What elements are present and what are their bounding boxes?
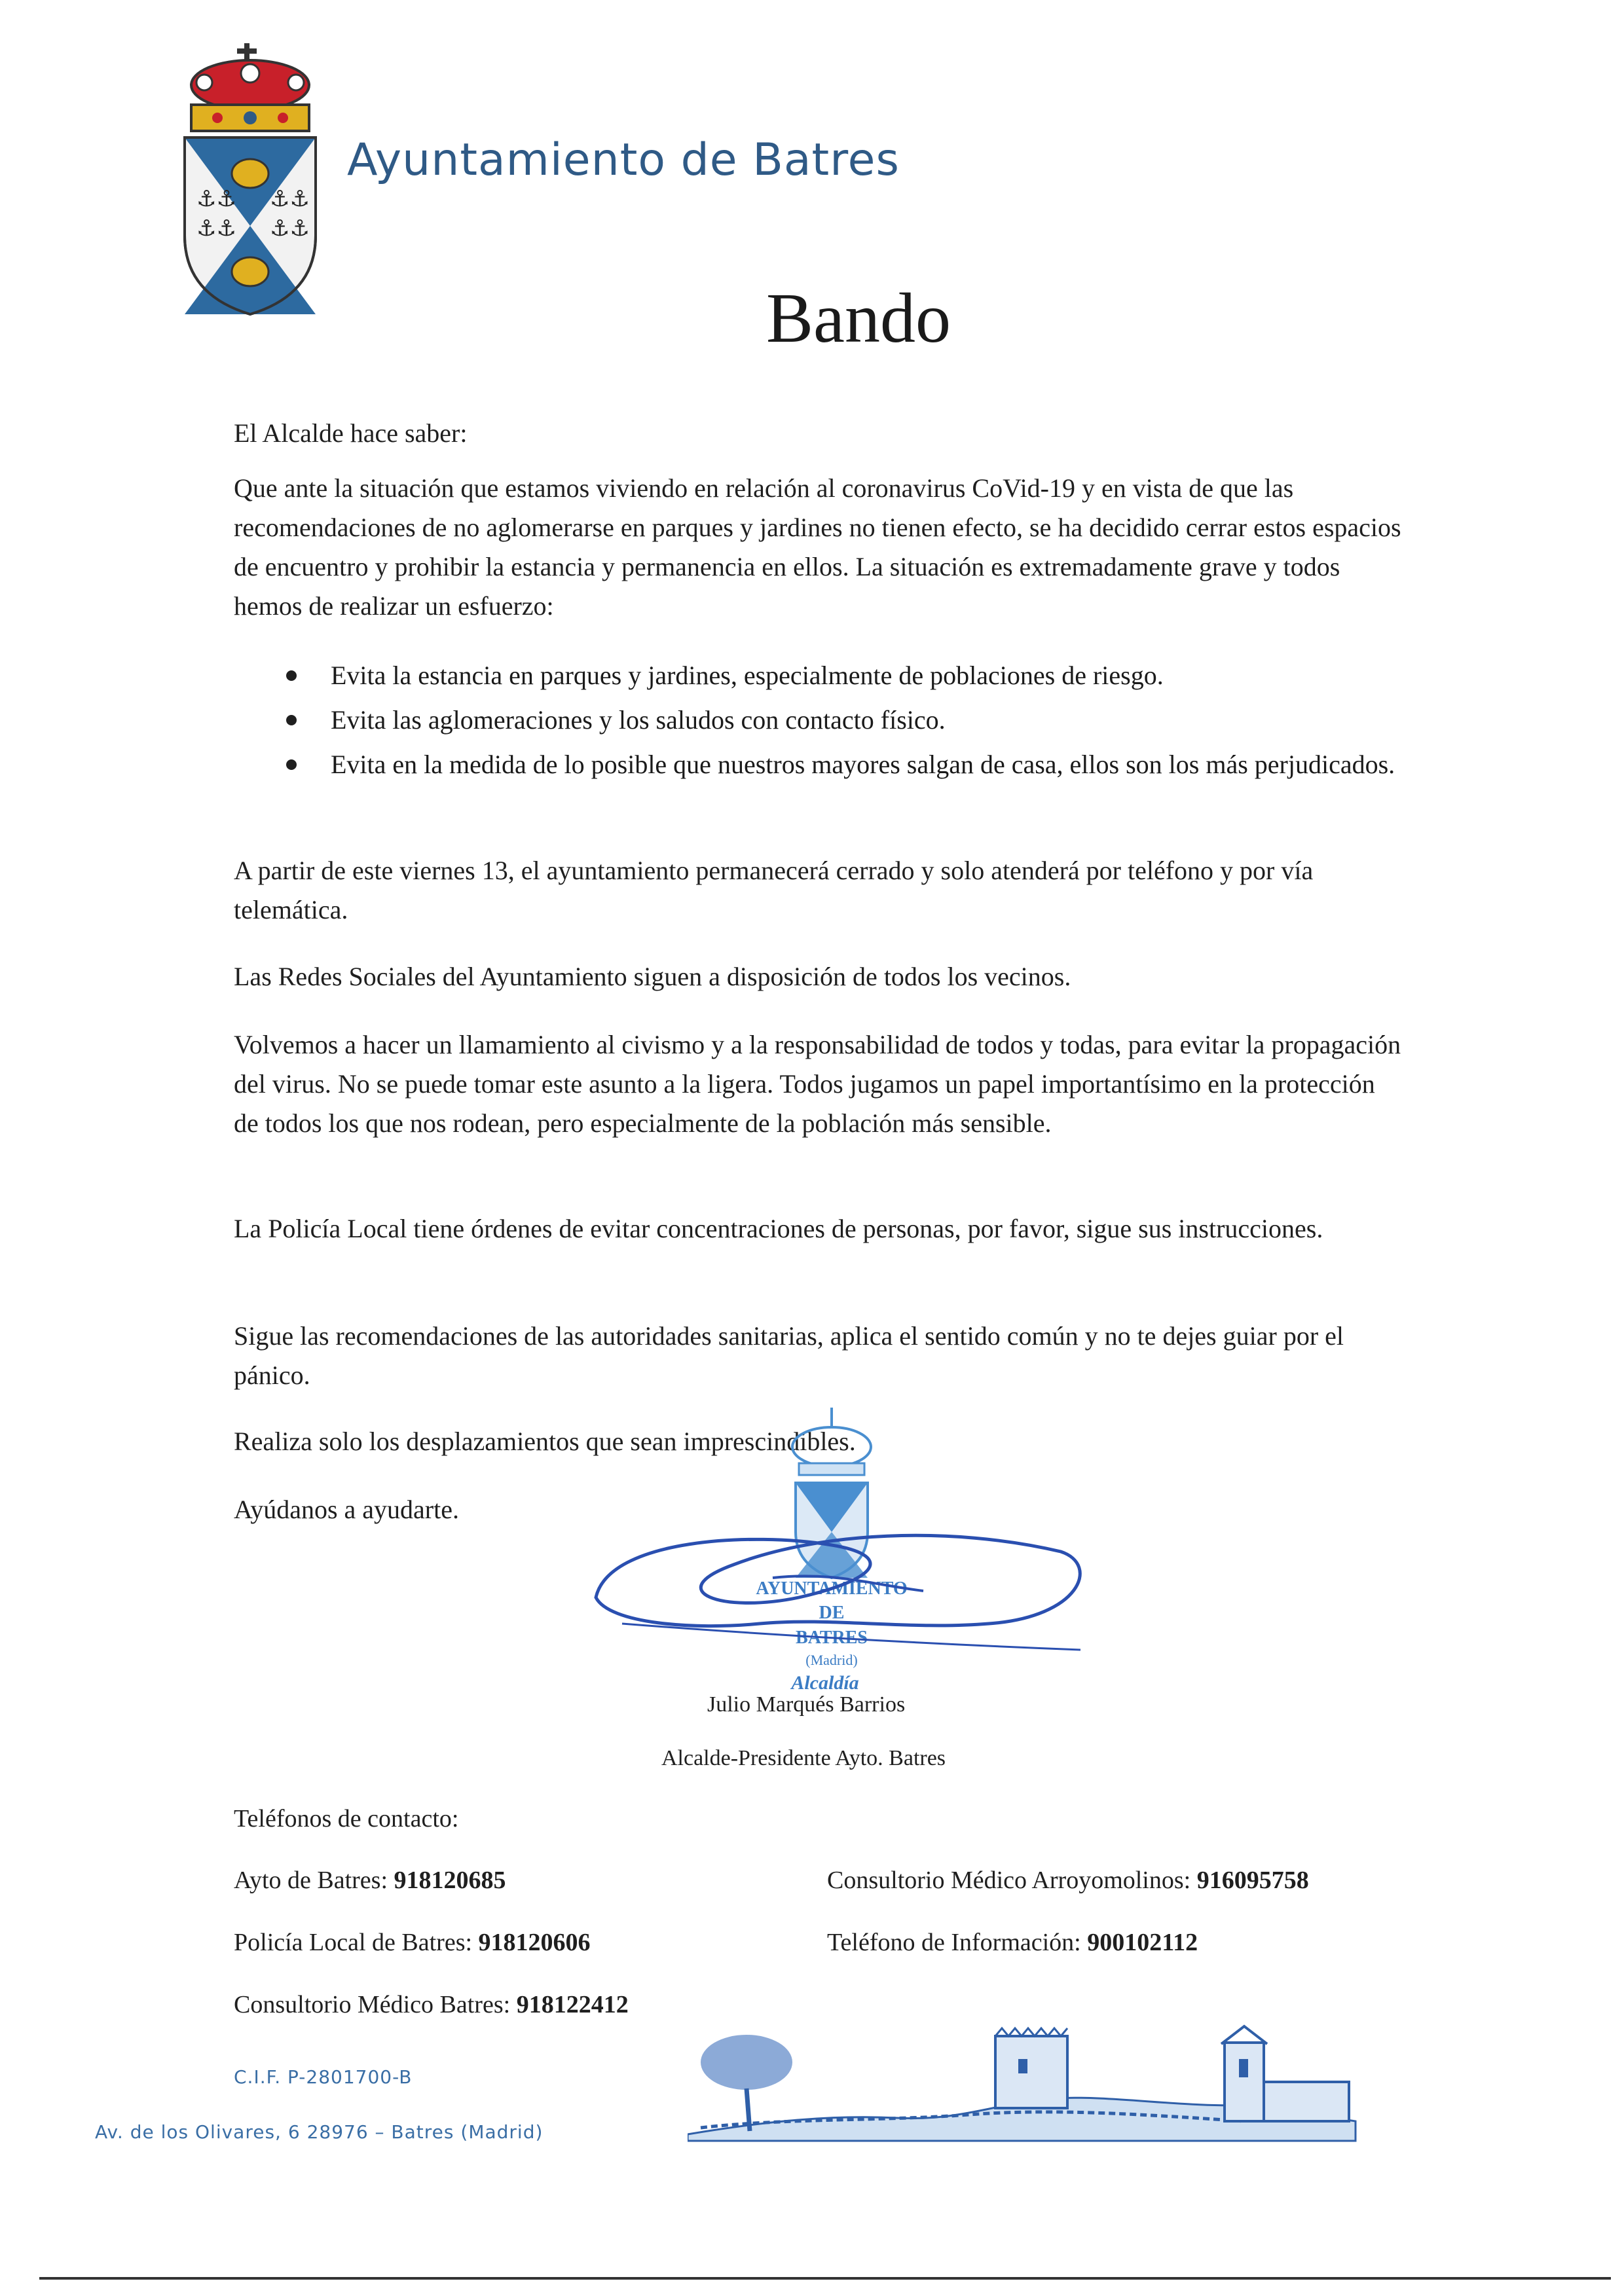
svg-text:⚓⚓: ⚓⚓ <box>196 186 236 212</box>
paragraph-closure: A partir de este viernes 13, el ayuntamiento permanecerá cerrado y solo atenderá por teléfono y por vía telemática. <box>234 856 1314 924</box>
list-item: Evita la estancia en parques y jardines, especialmente de poblaciones de riesgo. <box>234 656 1406 695</box>
signer-role: Alcalde-Presidente Ayto. Batres <box>661 1746 946 1770</box>
footer-address: Av. de los Olivares, 6 28976 – Batres (Madrid) <box>95 2121 544 2143</box>
document-title: Bando <box>766 280 951 357</box>
svg-text:⚓⚓: ⚓⚓ <box>196 215 236 242</box>
stamp-line-2: DE <box>819 1603 845 1623</box>
stamp-line-4: (Madrid) <box>805 1652 858 1668</box>
contact-consultorio-arroyomolinos: Consultorio Médico Arroyomolinos: 916095758 <box>827 1867 1309 1894</box>
paragraph-health: Sigue las recomendaciones de las autoridades sanitarias, aplica el sentido común y no te dejes guiar por el pánico. <box>234 1321 1344 1390</box>
coat-of-arms-logo <box>172 39 329 321</box>
svg-text:⚓⚓: ⚓⚓ <box>270 186 310 212</box>
bullet-icon <box>286 670 297 681</box>
bullet-icon <box>286 759 297 770</box>
paragraph-police: La Policía Local tiene órdenes de evitar concentraciones de personas, por favor, sigue sus instrucciones. <box>234 1214 1323 1243</box>
footer-cif: C.I.F. P-2801700-B <box>234 2066 413 2088</box>
contact-informacion: Teléfono de Información: 900102112 <box>827 1929 1198 1956</box>
handwritten-signature <box>583 1493 1094 1669</box>
page-bottom-rule <box>39 2277 1611 2280</box>
list-item: Evita en la medida de lo posible que nuestros mayores salgan de casa, ellos son los más perjudicados. <box>234 745 1406 784</box>
paragraph-social: Las Redes Sociales del Ayuntamiento siguen a disposición de todos los vecinos. <box>234 962 1071 991</box>
intro-paragraph: Que ante la situación que estamos viviendo en relación al coronavirus CoVid-19 y en vista de que las recomendaciones de no aglomerarse en parques y jardines no tienen efecto, se ha decidido cerrar estos espacios de encuentro y prohibir la estancia y permanencia en ellos. La situación es extremadamente grave y todos hemos de realizar un esfuerzo: <box>234 473 1401 621</box>
stamp-line-3: BATRES <box>796 1628 868 1648</box>
stamp-line-5: Alcaldía <box>791 1672 859 1694</box>
recommendations-list <box>234 656 1406 790</box>
organization-name: Ayuntamiento de Batres <box>347 134 900 186</box>
contact-policia: Policía Local de Batres: 918120606 <box>234 1929 591 1956</box>
contact-ayto: Ayto de Batres: 918120685 <box>234 1867 506 1894</box>
village-skyline-illustration <box>688 2023 1362 2147</box>
contact-consultorio-batres: Consultorio Médico Batres: 918122412 <box>234 1991 629 2018</box>
bullet-icon <box>286 715 297 725</box>
contacts-heading: Teléfonos de contacto: <box>234 1805 459 1832</box>
signer-name: Julio Marqués Barrios <box>707 1692 906 1717</box>
paragraph-civism: Volvemos a hacer un llamamiento al civismo y a la responsabilidad de todos y todas, para evitar la propagación del virus. No se puede tomar este asunto a la ligera. Todos jugamos un papel importantísimo en la protección de todos los que nos rodean, pero especialmente de la población más sensible. <box>234 1030 1401 1138</box>
greeting: El Alcalde hace saber: <box>234 418 468 448</box>
list-item: Evita las aglomeraciones y los saludos con contacto físico. <box>234 701 1406 740</box>
svg-text:⚓⚓: ⚓⚓ <box>270 215 310 242</box>
stamp-line-1: AYUNTAMIENTO <box>756 1578 908 1599</box>
paragraph-closing: Ayúdanos a ayudarte. <box>234 1495 459 1524</box>
paragraph-travel: Realiza solo los desplazamientos que sean imprescindibles. <box>234 1427 856 1456</box>
